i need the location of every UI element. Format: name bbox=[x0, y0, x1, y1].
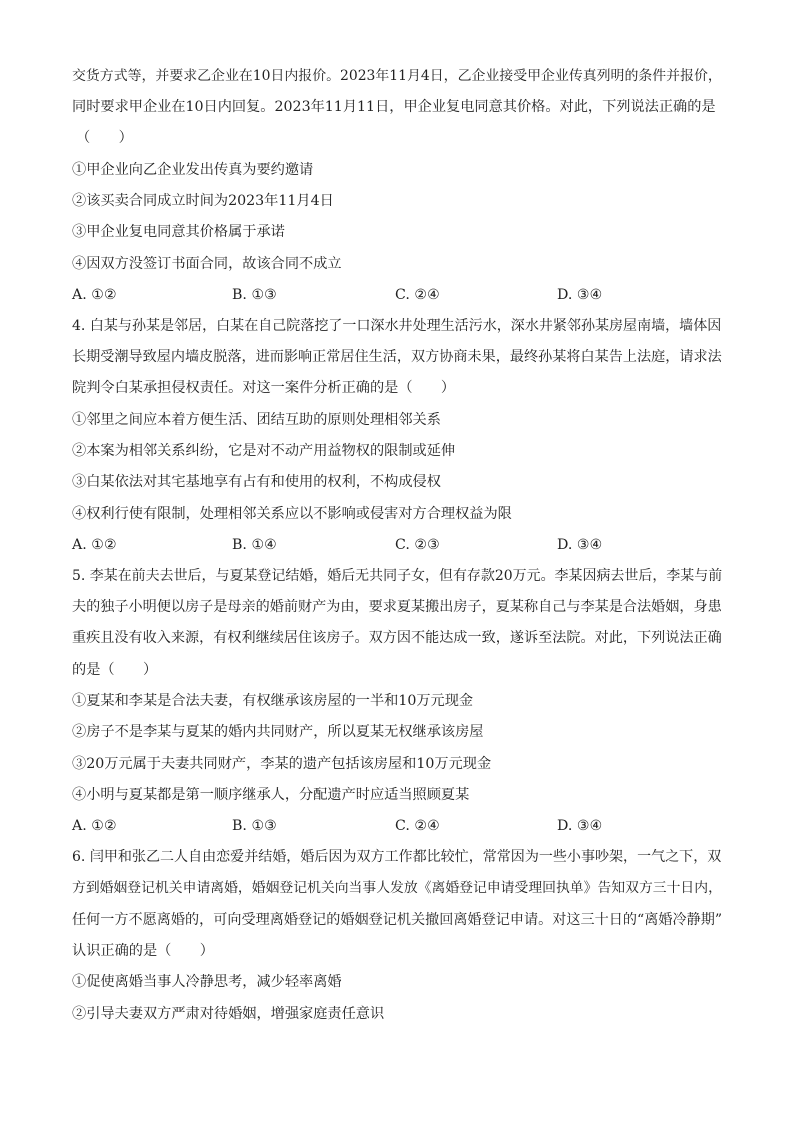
q5-option-a: A. ①② bbox=[72, 818, 117, 834]
q6-stem-line-2: 方到婚姻登记机关申请离婚，婚姻登记机关向当事人发放《离婚登记申请受理回执单》告知双方三十日内， bbox=[72, 880, 722, 896]
q3-option-d: D. ③④ bbox=[557, 287, 603, 303]
q5-stem-line-1: 5. 李某在前夫去世后，与夏某登记结婚，婚后无共同子女，但有存款20万元。李某因病去世后，李某与前 bbox=[72, 568, 723, 584]
q3-stem-line-2: 同时要求甲企业在10日内回复。2023年11月11日，甲企业复电同意其价格。对此，下列说法正确的是 bbox=[72, 99, 716, 115]
q3-stem-line-3: （ ） bbox=[76, 130, 133, 146]
q5-statement-2: ②房子不是李某与夏某的婚内共同财产，所以夏某无权继承该房屋 bbox=[72, 724, 484, 740]
q5-statement-3: ③20万元属于夫妻共同财产，李某的遗产包括该房屋和10万元现金 bbox=[72, 756, 492, 772]
q3-statement-1: ①甲企业向乙企业发出传真为要约邀请 bbox=[72, 162, 314, 178]
q4-option-c: C. ②③ bbox=[395, 537, 440, 553]
q5-stem-line-3: 重疾且没有收入来源，有权利继续居住该房子。双方因不能达成一致，遂诉至法院。对此，下列说法正确 bbox=[72, 630, 722, 646]
q6-statement-1: ①促使离婚当事人冷静思考，减少轻率离婚 bbox=[72, 974, 342, 990]
q5-option-b: B. ①③ bbox=[232, 818, 277, 834]
q3-statement-3: ③甲企业复电同意其价格属于承诺 bbox=[72, 224, 285, 240]
q3-stem-line-1: 交货方式等，并要求乙企业在10日内报价。2023年11月4日，乙企业接受甲企业传真列明的条件并报价， bbox=[72, 68, 722, 84]
q4-statement-1: ①邻里之间应本着方便生活、团结互助的原则处理相邻关系 bbox=[72, 412, 441, 428]
q6-stem-line-4: 认识正确的是（ ） bbox=[72, 943, 214, 959]
q5-option-d: D. ③④ bbox=[557, 818, 603, 834]
q5-option-c: C. ②④ bbox=[395, 818, 440, 834]
q3-option-b: B. ①③ bbox=[232, 287, 277, 303]
q4-stem-line-3: 院判令白某承担侵权责任。对这一案件分析正确的是（ ） bbox=[72, 380, 456, 396]
q5-stem-line-2: 夫的独子小明便以房子是母亲的婚前财产为由，要求夏某搬出房子，夏某称自己与李某是合法婚姻，身患 bbox=[72, 599, 722, 615]
q6-statement-2: ②引导夫妻双方严肃对待婚姻，增强家庭责任意识 bbox=[72, 1006, 385, 1022]
q6-stem-line-3: 任何一方不愿离婚的，可向受理离婚登记的婚姻登记机关撤回离婚登记申请。对这三十日的“离婚冷静期” bbox=[72, 912, 723, 928]
q5-stem-line-4: 的是（ ） bbox=[72, 662, 158, 678]
q4-option-a: A. ①② bbox=[72, 537, 117, 553]
q4-statement-3: ③白某依法对其宅基地享有占有和使用的权利，不构成侵权 bbox=[72, 474, 441, 490]
q5-statement-1: ①夏某和李某是合法夫妻，有权继承该房屋的一半和10万元现金 bbox=[72, 693, 474, 709]
q3-option-a: A. ①② bbox=[72, 287, 117, 303]
q4-stem-line-2: 长期受潮导致屋内墙皮脱落，进而影响正常居住生活，双方协商未果，最终孙某将白某告上法庭，请求法 bbox=[72, 349, 722, 365]
q4-stem-line-1: 4. 白某与孙某是邻居，白某在自己院落挖了一口深水井处理生活污水，深水井紧邻孙某房屋南墙，墙体因 bbox=[72, 318, 722, 334]
q3-statement-2: ②该买卖合同成立时间为2023年11月4日 bbox=[72, 193, 334, 209]
q5-statement-4: ④小明与夏某都是第一顺序继承人，分配遗产时应适当照顾夏某 bbox=[72, 787, 470, 803]
q4-option-d: D. ③④ bbox=[557, 537, 603, 553]
q4-statement-2: ②本案为相邻关系纠纷，它是对不动产用益物权的限制或延伸 bbox=[72, 443, 456, 459]
q6-stem-line-1: 6. 闫甲和张乙二人自由恋爱并结婚，婚后因为双方工作都比较忙，常常因为一些小事吵架，一气之下，双 bbox=[72, 849, 722, 865]
q3-option-c: C. ②④ bbox=[395, 287, 440, 303]
q3-statement-4: ④因双方没签订书面合同，故该合同不成立 bbox=[72, 256, 342, 272]
q4-statement-4: ④权利行使有限制，处理相邻关系应以不影响或侵害对方合理权益为限 bbox=[72, 506, 512, 522]
q4-option-b: B. ①④ bbox=[232, 537, 277, 553]
